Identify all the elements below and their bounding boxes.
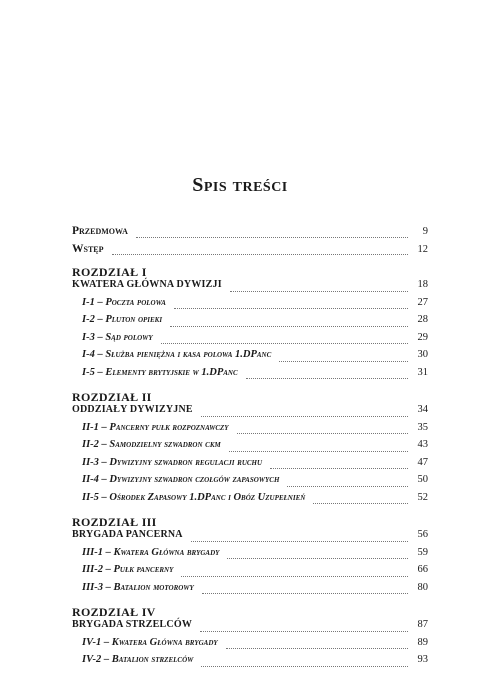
toc-entry-label: I-4 – Służba pieniężna i kasa polowa 1.DPanc (82, 349, 272, 360)
toc-subentry[interactable] (72, 582, 428, 600)
toc-entry-page: 87 (417, 619, 428, 630)
toc-entry-page: 35 (417, 421, 428, 433)
toc-entry-page: 80 (417, 581, 428, 593)
toc-entry-preface[interactable] (72, 225, 428, 243)
dot-leader (191, 540, 408, 542)
toc-subentry[interactable] (72, 332, 428, 350)
chapter-heading: ROZDZIAŁ III (72, 515, 157, 529)
toc-entry-page: 9 (422, 226, 428, 237)
dot-leader (181, 575, 408, 577)
toc-subentry[interactable] (72, 349, 428, 367)
toc-chapter-entry[interactable] (72, 404, 428, 422)
toc-subentry[interactable] (72, 422, 428, 440)
toc-entry-label: III-2 – Pułk pancerny (82, 564, 174, 575)
chapter-heading: ROZDZIAŁ II (72, 390, 152, 404)
dot-leader (201, 415, 408, 417)
toc-subentry[interactable] (72, 367, 428, 385)
dot-leader (230, 290, 408, 292)
toc-entry-page: 50 (417, 474, 428, 485)
toc-chapter-entry[interactable] (72, 279, 428, 297)
toc-entry-label: II-5 – Ośrodek Zapasowy 1.DPanc i Obóz Uzupełnień (82, 491, 306, 503)
toc-entry-page: 12 (417, 243, 428, 255)
toc-entry-page: 34 (417, 404, 428, 415)
toc-subentry[interactable] (72, 492, 428, 510)
dot-leader (237, 432, 408, 434)
toc-entry-page: 59 (417, 546, 428, 558)
toc-entry-page: 31 (417, 366, 428, 378)
toc-entry-page: 56 (417, 529, 428, 540)
toc-entry-introduction[interactable] (72, 243, 428, 261)
dot-leader (279, 360, 408, 362)
toc-entry-label: IV-1 – Kwatera Główna brygady (82, 636, 218, 648)
toc-entry-label: Przedmowa (72, 225, 128, 237)
toc-entry-page: 29 (417, 331, 428, 343)
toc-subentry[interactable] (72, 547, 428, 565)
page-title: Spis treści (192, 174, 288, 196)
dot-leader (202, 592, 408, 594)
toc-subentry[interactable] (72, 474, 428, 492)
toc-entry-label: II-3 – Dywizyjny szwadron regulacji ruchu (82, 456, 263, 468)
dot-leader (170, 325, 408, 327)
toc-entry-label: I-5 – Elementy brytyjskie w 1.DPanc (82, 366, 238, 378)
toc-subentry[interactable] (72, 457, 428, 475)
table-of-contents (72, 225, 428, 672)
toc-entry-label: IV-2 – Batalion strzelców (82, 654, 194, 665)
dot-leader (201, 665, 408, 667)
toc-entry-page: 66 (417, 564, 428, 575)
toc-subentry[interactable] (72, 564, 428, 582)
toc-entry-page: 93 (417, 654, 428, 665)
toc-entry-label: II-4 – Dywizyjny szwadron czołgów zapasowych (82, 474, 280, 485)
toc-subentry[interactable] (72, 637, 428, 655)
toc-chapter-entry[interactable] (72, 529, 428, 547)
toc-entry-label: I-2 – Pluton opieki (82, 314, 163, 325)
toc-entry-label: II-2 – Samodzielny szwadron ckm (82, 439, 221, 450)
toc-entry-label: BRYGADA PANCERNA (72, 529, 183, 540)
dot-leader (226, 647, 408, 649)
toc-entry-label: III-1 – Kwatera Główna brygady (82, 546, 220, 558)
chapter-heading: ROZDZIAŁ I (72, 265, 147, 279)
dot-leader (287, 485, 408, 487)
dot-leader (136, 236, 408, 238)
toc-entry-page: 52 (417, 491, 428, 503)
dot-leader (313, 502, 408, 504)
dot-leader (227, 557, 408, 559)
toc-subentry[interactable] (72, 439, 428, 457)
toc-entry-label: III-3 – Batalion motorowy (82, 581, 194, 593)
toc-entry-label: II-1 – Pancerny pułk rozpoznawczy (82, 421, 229, 433)
toc-subentry[interactable] (72, 297, 428, 315)
dot-leader (246, 377, 408, 379)
toc-entry-label: Wstęp (72, 242, 104, 255)
dot-leader (200, 630, 408, 632)
dot-leader (174, 307, 408, 309)
toc-entry-page: 28 (417, 314, 428, 325)
dot-leader (161, 342, 408, 344)
toc-entry-page: 27 (417, 296, 428, 308)
toc-entry-page: 30 (417, 349, 428, 360)
toc-entry-page: 43 (417, 439, 428, 450)
chapter-heading: ROZDZIAŁ IV (72, 605, 156, 619)
toc-entry-label: ODDZIAŁY DYWIZYJNE (72, 404, 193, 415)
dot-leader (112, 253, 408, 255)
toc-entry-label: KWATERA GŁÓWNA DYWIZJI (72, 279, 222, 290)
toc-entry-page: 47 (417, 456, 428, 468)
toc-subentry[interactable] (72, 314, 428, 332)
toc-entry-label: I-3 – Sąd polowy (82, 331, 153, 343)
toc-entry-label: BRYGADA STRZELCÓW (72, 619, 193, 630)
toc-entry-label: I-1 – Poczta polowa (82, 296, 166, 308)
toc-subentry[interactable] (72, 654, 428, 672)
toc-chapter-entry[interactable] (72, 619, 428, 637)
dot-leader (270, 467, 408, 469)
toc-entry-page: 89 (417, 636, 428, 648)
dot-leader (229, 450, 408, 452)
toc-entry-page: 18 (417, 279, 428, 290)
